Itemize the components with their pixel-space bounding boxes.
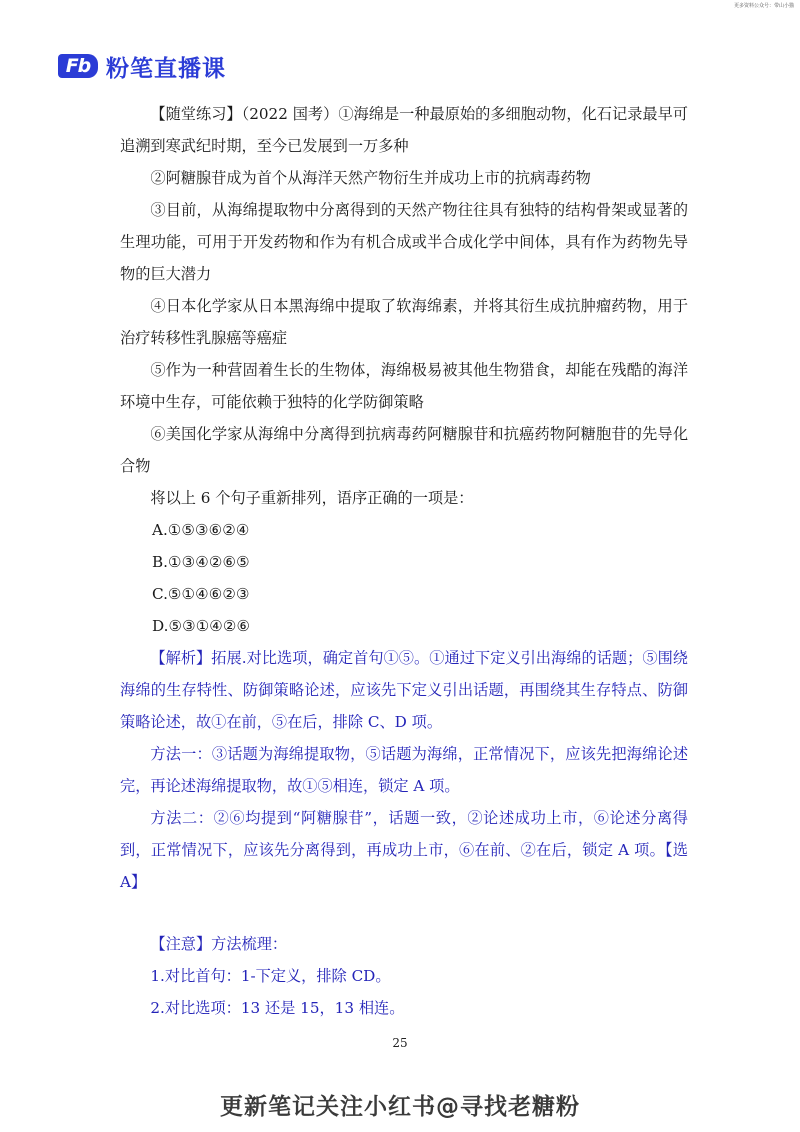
footer-banner: 更新笔记关注小红书@寻找老糖粉 bbox=[220, 1094, 580, 1120]
analysis-paragraph-2: 方法一：③话题为海绵提取物，⑤话题为海绵，正常情况下，应该先把海绵论述完，再论述海绵提取物，故①⑤相连，锁定 A 项。 bbox=[120, 745, 688, 795]
analysis-paragraph-3: 方法二：②⑥均提到“阿糖腺苷”，话题一致，②论述成功上市，⑥论述分离得到，正常情况下，应该先分离得到，再成功上市，⑥在前、②在后，锁定 A 项。【选 A】 bbox=[120, 809, 688, 891]
question-intro: 【随堂练习】（2022 国考）①海绵是一种最原始的多细胞动物，化石记录最早可追溯到寒武纪时期，至今已发展到一万多种 bbox=[120, 105, 688, 155]
note-item-1: 1.对比首句：1-下定义，排除 CD。 bbox=[150, 967, 391, 985]
option-c: C.⑤①④⑥②③ bbox=[152, 585, 250, 603]
sentence-3: ③目前，从海绵提取物中分离得到的天然产物往往具有独特的结构骨架或显著的生理功能，可用于开发药物和作为有机合成或半合成化学中间体，具有作为药物先导物的巨大潜力 bbox=[120, 201, 688, 283]
sentence-5: ⑤作为一种营固着生长的生物体，海绵极易被其他生物猎食，却能在残酷的海洋环境中生存，可能依赖于独特的化学防御策略 bbox=[120, 361, 688, 411]
note-item-2: 2.对比选项：13 还是 15，13 相连。 bbox=[150, 999, 405, 1017]
sentence-4: ④日本化学家从日本黑海绵中提取了软海绵素，并将其衍生成抗肿瘤药物，用于治疗转移性乳腺癌等癌症 bbox=[120, 297, 688, 347]
spacer bbox=[120, 898, 688, 928]
analysis-paragraph-1: 【解析】拓展.对比选项，确定首句①⑤。①通过下定义引出海绵的话题；⑤围绕海绵的生存特性、防御策略论述，应该先下定义引出话题，再围绕其生存特点、防御策略论述，故①在前，⑤在后，排除 C、D 项。 bbox=[120, 649, 688, 731]
page-number: 25 bbox=[392, 1036, 408, 1050]
brand-name: 粉笔直播课 bbox=[106, 55, 226, 82]
question-prompt: 将以上 6 个句子重新排列，语序正确的一项是： bbox=[150, 489, 474, 507]
option-b: B.①③④②⑥⑤ bbox=[152, 553, 250, 571]
sentence-6: ⑥美国化学家从海绵中分离得到抗病毒药阿糖腺苷和抗癌药物阿糖胞苷的先导化合物 bbox=[120, 425, 688, 475]
sentence-2: ②阿糖腺苷成为首个从海洋天然产物衍生并成功上市的抗病毒药物 bbox=[150, 169, 591, 187]
option-d: D.⑤③①④②⑥ bbox=[152, 617, 251, 635]
corner-note: 更多资料公众号：带山小猫 bbox=[733, 3, 794, 9]
brand-logo-icon: Fb bbox=[58, 54, 98, 78]
brand-header bbox=[58, 50, 226, 82]
document-body bbox=[120, 98, 688, 1024]
note-title: 【注意】方法梳理： bbox=[150, 935, 288, 953]
option-a: A.①⑤③⑥②④ bbox=[152, 521, 250, 539]
